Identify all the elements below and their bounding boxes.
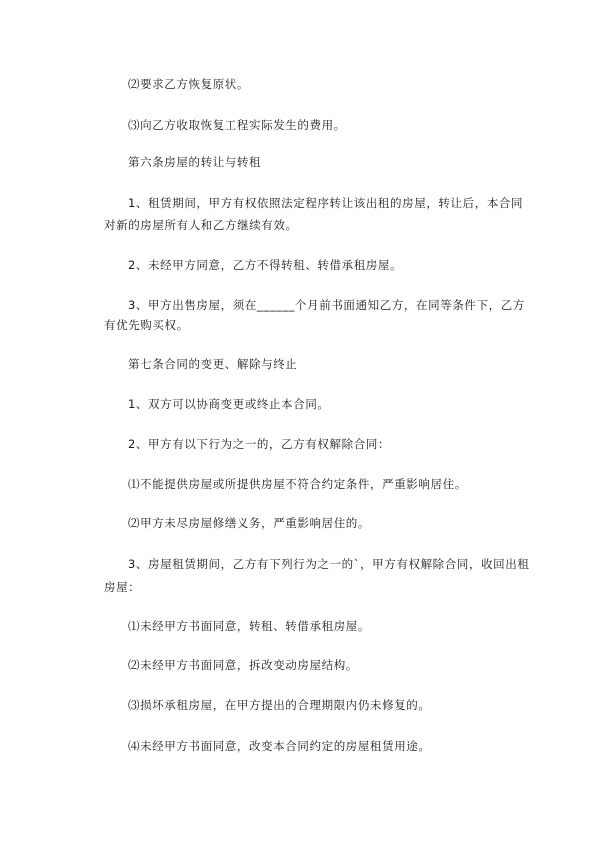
paragraph-transfer-line1: 1、租赁期间，甲方有权依照法定程序转让该出租的房屋，转让后，本合同: [128, 196, 524, 210]
paragraph-breach-item-2: ⑵甲方未尽房屋修缮义务，严重影响居住的。: [128, 516, 370, 530]
paragraph-tenant-item-1: ⑴未经甲方书面同意，转租、转借承租房屋。: [128, 619, 370, 633]
paragraph-clause-2: ⑵要求乙方恢复原状。: [128, 77, 249, 91]
paragraph-tenant-breach-line1: 3、房屋租赁期间，乙方有下列行为之一的`，甲方有权解除合同，收回出租: [128, 557, 530, 571]
paragraph-tenant-item-4: ⑷未经甲方书面同意，改变本合同约定的房屋租赁用途。: [128, 739, 431, 753]
section-heading-6: 第六条房屋的转让与转租: [128, 155, 262, 169]
paragraph-clause-3: ⑶向乙方收取恢复工程实际发生的费用。: [128, 118, 346, 132]
paragraph-tenant-item-3: ⑶损坏承租房屋，在甲方提出的合理期限内仍未修复的。: [128, 698, 431, 712]
paragraph-breach-item-1: ⑴不能提供房屋或所提供房屋不符合约定条件，严重影响居住。: [128, 477, 467, 491]
paragraph-tenant-breach-line2: 房屋：: [104, 580, 141, 594]
paragraph-sale-line2: 有优先购买权。: [104, 318, 189, 332]
paragraph-tenant-item-2: ⑵未经甲方书面同意，拆改变动房屋结构。: [128, 658, 358, 672]
paragraph-transfer-line2: 对新的房屋所有人和乙方继续有效。: [104, 218, 298, 232]
paragraph-sublease: 2、未经甲方同意，乙方不得转租、转借承租房屋。: [128, 258, 403, 272]
paragraph-landlord-breach: 2、甲方有以下行为之一的，乙方有权解除合同：: [128, 437, 391, 451]
section-heading-7: 第七条合同的变更、解除与终止: [128, 357, 298, 371]
paragraph-negotiate: 1、双方可以协商变更或终止本合同。: [128, 397, 330, 411]
paragraph-sale-line1: 3、甲方出售房屋，须在______个月前书面通知乙方，在同等条件下，乙方: [128, 298, 525, 312]
